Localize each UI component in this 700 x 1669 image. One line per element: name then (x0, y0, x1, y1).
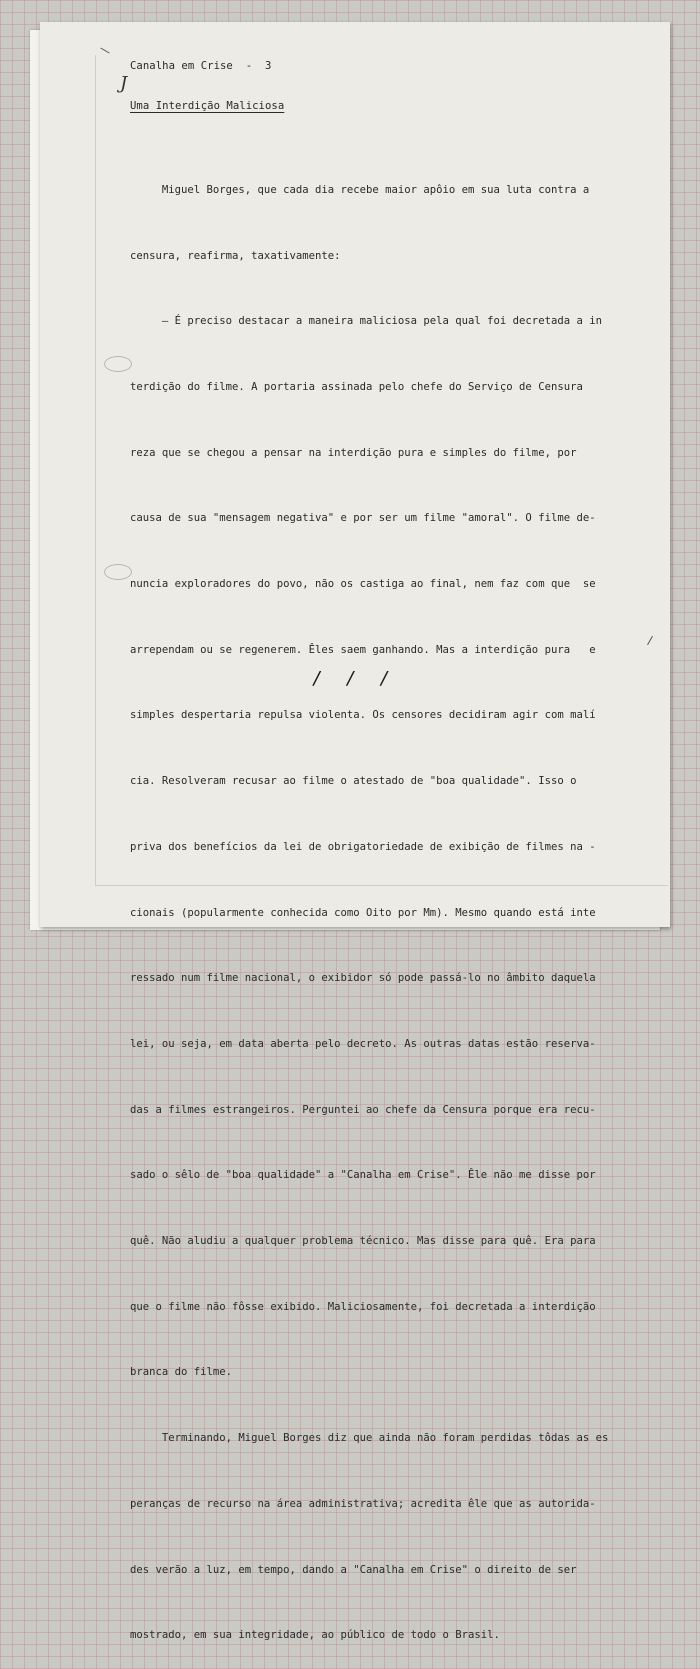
body-line: — É preciso destacar a maneira maliciosa pela qual foi decretada a in (130, 315, 602, 328)
paper-smudge (104, 356, 132, 372)
handwritten-mark: J (120, 73, 128, 94)
body-line: sado o sêlo de "boa qualidade" a "Canalha em Crise". Êle não me disse por (130, 1169, 596, 1182)
body-line: ressado num filme nacional, o exibidor só pode passá-lo no âmbito daquela (130, 972, 596, 985)
body-line: peranças de recurso na área administrativa; acredita êle que as autorida- (130, 1497, 596, 1510)
body-line: Terminando, Miguel Borges diz que ainda não foram perdidas tôdas as es (130, 1432, 609, 1445)
article-subtitle: Uma Interdição Maliciosa (130, 100, 285, 112)
body-line: mostrado, em sua integridade, ao público de todo o Brasil. (130, 1629, 500, 1642)
body-line: reza que se chegou a pensar na interdição pura e simples do filme, por (130, 446, 577, 459)
article-body (130, 136, 640, 1669)
body-line: das a filmes estrangeiros. Perguntei ao chefe da Censura porque era recu- (130, 1103, 596, 1116)
body-line: terdição do filme. A portaria assinada pelo chefe do Serviço de Censura (130, 380, 583, 393)
body-line: lei, ou seja, em data aberta pelo decreto. As outras datas estão reserva- (130, 1037, 596, 1050)
page-header: Canalha em Crise - 3 (130, 60, 272, 72)
body-line: quê. Não aludiu a qualquer problema técnico. Mas disse para quê. Era para (130, 1235, 596, 1248)
body-line: censura, reafirma, taxativamente: (130, 249, 341, 262)
body-line: cionais (popularmente conhecida como Oito por Mm). Mesmo quando está inte (130, 906, 596, 919)
body-line: branca do filme. (130, 1366, 233, 1379)
body-line: que o filme não fôsse exibido. Maliciosamente, foi decretada a interdição (130, 1300, 596, 1313)
body-line: simples despertaria repulsa violenta. Os censores decidiram agir com malí (130, 709, 596, 722)
end-of-article-mark: / / / (312, 668, 397, 689)
body-line: priva dos benefícios da lei de obrigatoriedade de exibição de filmes na - (130, 840, 596, 853)
body-line: causa de sua "mensagem negativa" e por ser um filme "amoral". O filme de- (130, 512, 596, 525)
body-line: cia. Resolveram recusar ao filme o atestado de "boa qualidade". Isso o (130, 775, 577, 788)
paper-smudge (104, 564, 132, 580)
body-line: nuncia exploradores do povo, não os castiga ao final, nem faz com que se (130, 578, 596, 591)
body-line: arrependam ou se regenerem. Êles saem ganhando. Mas a interdição pura e (130, 643, 596, 656)
body-line: Miguel Borges, que cada dia recebe maior apôio em sua luta contra a (130, 183, 590, 196)
body-line: des verão a luz, em tempo, dando a "Canalha em Crise" o direito de ser (130, 1563, 577, 1576)
